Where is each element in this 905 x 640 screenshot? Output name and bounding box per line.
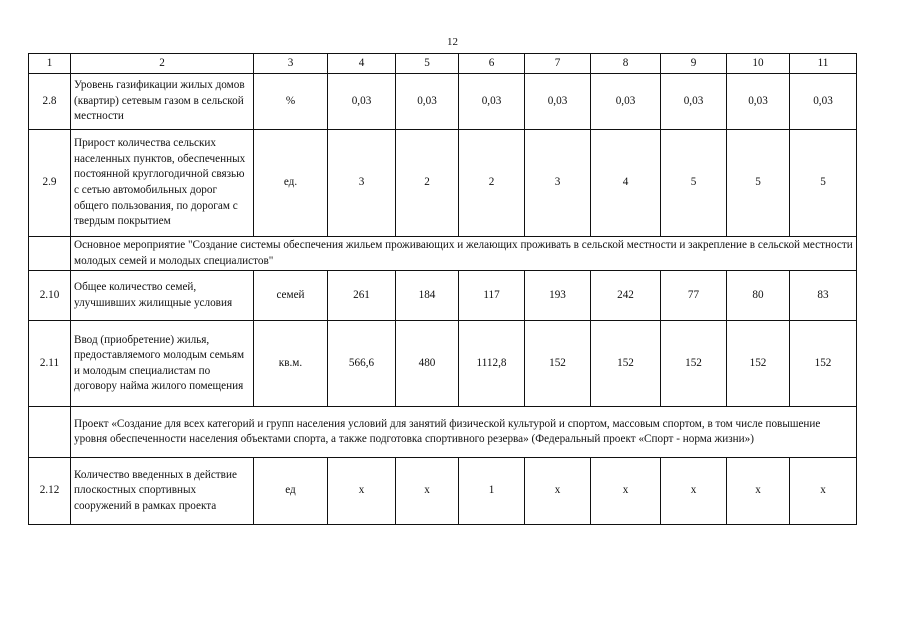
value-cell: х (396, 458, 459, 525)
unit-cell: кв.м. (254, 321, 328, 407)
table-row (29, 458, 857, 525)
value-cell: 193 (525, 271, 591, 321)
column-number-cell: 8 (591, 54, 661, 74)
value-cell: 5 (790, 130, 857, 237)
table-row (29, 74, 857, 130)
row-number-cell: 2.9 (29, 130, 71, 237)
table-row (29, 271, 857, 321)
table-body (29, 54, 857, 525)
section-row (29, 237, 857, 271)
value-cell: х (727, 458, 790, 525)
table-row (29, 130, 857, 237)
value-cell: 3 (328, 130, 396, 237)
value-cell: х (328, 458, 396, 525)
column-number-cell: 3 (254, 54, 328, 74)
table-row (29, 321, 857, 407)
column-number-cell: 9 (661, 54, 727, 74)
value-cell: 80 (727, 271, 790, 321)
value-cell: 0,03 (661, 74, 727, 130)
row-number-cell: 2.11 (29, 321, 71, 407)
row-number-cell: 2.8 (29, 74, 71, 130)
section-row (29, 407, 857, 458)
value-cell: 4 (591, 130, 661, 237)
value-cell: 0,03 (525, 74, 591, 130)
value-cell: х (790, 458, 857, 525)
indicator-name-cell: Уровень газификации жилых домов (квартир) сетевым газом в сельской местности (71, 74, 254, 130)
value-cell: 152 (661, 321, 727, 407)
value-cell: 242 (591, 271, 661, 321)
header-row (29, 54, 857, 74)
value-cell: 0,03 (396, 74, 459, 130)
indicator-name-cell: Количество введенных в действие плоскостных спортивных сооружений в рамках проекта (71, 458, 254, 525)
column-number-cell: 2 (71, 54, 254, 74)
value-cell: 566,6 (328, 321, 396, 407)
indicator-name-cell: Прирост количества сельских населенных пунктов, обеспеченных постоянной круглогодичной связью с сетью автомобильных дорог общего пользования, по дорогам с твердым покрытием (71, 130, 254, 237)
indicators-table (28, 53, 857, 525)
column-number-cell: 4 (328, 54, 396, 74)
value-cell: 77 (661, 271, 727, 321)
unit-cell: ед (254, 458, 328, 525)
unit-cell: % (254, 74, 328, 130)
value-cell: х (591, 458, 661, 525)
section-number-cell (29, 407, 71, 458)
value-cell: 152 (591, 321, 661, 407)
value-cell: 0,03 (727, 74, 790, 130)
value-cell: х (525, 458, 591, 525)
column-number-cell: 1 (29, 54, 71, 74)
unit-cell: семей (254, 271, 328, 321)
row-number-cell: 2.10 (29, 271, 71, 321)
value-cell: 83 (790, 271, 857, 321)
column-number-cell: 10 (727, 54, 790, 74)
value-cell: 117 (459, 271, 525, 321)
column-number-cell: 6 (459, 54, 525, 74)
section-number-cell (29, 237, 71, 271)
section-title: Основное мероприятие "Создание системы обеспечения жильем проживающих и желающих проживать в сельской местности и закрепление в сельской местности молодых семей и молодых специалистов" (71, 237, 857, 271)
value-cell: 5 (727, 130, 790, 237)
section-title: Проект «Создание для всех категорий и групп населения условий для занятий физической культурой и спортом, массовым спортом, в том числе повышение уровня обеспеченности населения объектами спорта, а также подготовка спортивного резерва» (Федеральный проект «Спорт - норма жизни») (71, 407, 857, 458)
column-number-cell: 5 (396, 54, 459, 74)
indicator-name-cell: Общее количество семей, улучшивших жилищные условия (71, 271, 254, 321)
column-number-cell: 7 (525, 54, 591, 74)
value-cell: 0,03 (591, 74, 661, 130)
value-cell: 3 (525, 130, 591, 237)
value-cell: 184 (396, 271, 459, 321)
value-cell: 2 (396, 130, 459, 237)
value-cell: 1112,8 (459, 321, 525, 407)
value-cell: 152 (525, 321, 591, 407)
value-cell: 1 (459, 458, 525, 525)
row-number-cell: 2.12 (29, 458, 71, 525)
column-number-cell: 11 (790, 54, 857, 74)
value-cell: 5 (661, 130, 727, 237)
page-number: 12 (447, 36, 458, 48)
value-cell: х (661, 458, 727, 525)
indicator-name-cell: Ввод (приобретение) жилья, предоставляемого молодым семьям и молодым специалистам по договору найма жилого помещения (71, 321, 254, 407)
value-cell: 152 (727, 321, 790, 407)
value-cell: 2 (459, 130, 525, 237)
value-cell: 0,03 (790, 74, 857, 130)
value-cell: 480 (396, 321, 459, 407)
unit-cell: ед. (254, 130, 328, 237)
value-cell: 0,03 (459, 74, 525, 130)
value-cell: 261 (328, 271, 396, 321)
value-cell: 152 (790, 321, 857, 407)
value-cell: 0,03 (328, 74, 396, 130)
